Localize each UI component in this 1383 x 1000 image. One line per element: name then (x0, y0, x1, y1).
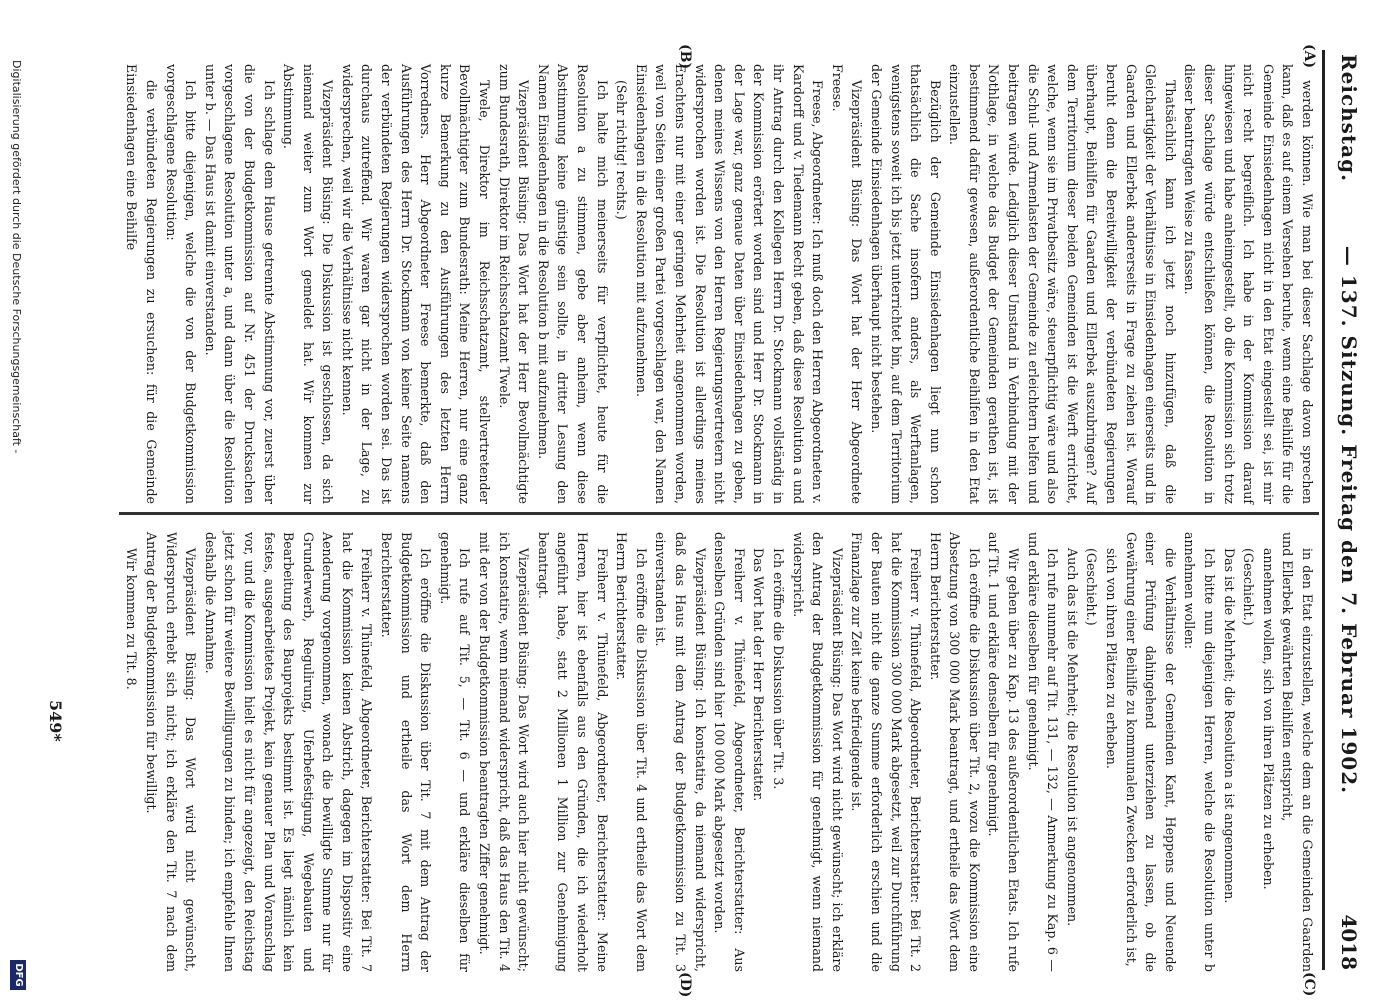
page-number: 4018 (1337, 914, 1361, 970)
digitization-note: Digitalisierung gefördert durch die Deutsche Forschungsgemeinschaft - (10, 60, 23, 454)
margin-marker-d: (D) (677, 972, 693, 998)
paragraph: Ich rufe nunmehr auf Tit. 131, — 132, — Anmerkung zu Kap. 6 — und erkläre dieselben für genehmigt. (1025, 532, 1061, 972)
paragraph: Twele, Direktor im Reichsschatzamt, stellvertretender Bevollmächtigter zum Bundesrath: Meine Herren, nur eine ganz kurze Bemerkung zu den Ausführungen des letzten Herrn Vorredners. Herr Abgeordneter Freese bemerkte, daß den Ausführungen des Herrn Dr. Stockmann von keiner Seite namens der verbündeten Regierungen widersprochen worden sei. Das ist durchaus zutreffend. Wir waren gar nicht in der Lage, zu widersprechen, weil wir die Verhältnisse nicht kennen. (339, 64, 493, 504)
header-left: Reichstag. (1337, 54, 1361, 183)
paragraph: Ich bitte nun diejenigen Herren, welche die Resolution unter b annehmen wollen: (1182, 532, 1218, 972)
paragraph: Ich eröffne die Diskussion über Tit. 3. (770, 548, 786, 790)
paragraph: Wir gehen über zu Kap. 13 des außerordentlichen Etats. Ich rufe auf Tit. 1 und erkläre denselben für genehmigt. (986, 532, 1022, 972)
paragraph: sich von ihren Plätzen zu erheben. (1104, 548, 1120, 769)
sheet-number: 549* (46, 700, 65, 742)
paragraph: Vizepräsident Büsing: Das Wort wird nicht gewünscht, Widerspruch erhebt sich nicht; ich erkläre den Tit. 7 nach dem Antrag der Budgetkommission für bewilligt. (143, 532, 199, 972)
paragraph: Freiherr v. Thünefeld, Abgeordneter, Berichterstatter: Bei Tit. 2 hat die Kommission 300 000 Mark abgesetzt, weil zur Durchführung der Bauten nicht die ganze Summe erforderlich erschien und die Finanzlage zur Zeit keine befriedigende ist. (849, 532, 924, 972)
paragraph: Ich schlage dem Hause getrennte Abstimmung vor, zuerst über die von der Budgetkommission auf Nr. 451 der Drucksachen vorgeschlagene Resolution unter a, und dann über die Resolution unter b. — Das Haus ist damit einverstanden. (202, 64, 277, 504)
column-divider (119, 512, 1319, 515)
paragraph: Das Wort hat der Herr Berichterstatter. (751, 548, 767, 802)
paragraph: Freiherr v. Thünefeld, Abgeordneter, Berichterstatter: Bei Tit. 7 hat die Kommission keinen Abstrich, dagegen im Dispositiv eine Aenderung vorgenommen, wonach die bewilligte Summe nur für Grunderwerb, Regulirung, Uferbefestigung, Wegebauten und Bearbeitung des Bauprojekts bestimmt ist. Es liegt nämlich kein festes, ausgearbeitetes Projekt, kein genauer Plan und Voranschlag vor, und die Kommission hielt es nicht für angezeigt, den Reichstag jetzt schon für weitere Bewilligungen zu binden; ich empfehle Ihnen deshalb die Annahme. (202, 532, 375, 972)
paragraph: Ich eröffne die Diskussion über Tit. 4 und ertheile das Wort dem Herrn Berichterstatter. (614, 532, 649, 972)
paragraph: die Verhältnisse der Gemeinden Kant, Heppens und Neuende einer Prüfung dahingehend unterziehen zu lassen, ob die Gewährung einer Beihilfe zu kommunalen Zwecken erforderlich ist, (1123, 532, 1178, 972)
paragraph: Ich halte mich meinerseits für verpflichtet, heute für die Resolution a zu stimmen, gebe aber anheim, wenn diese Abstimmung keine günstige sein sollte, in dritter Lesung den Namen Einsiedenhagen in die Resolution b mit aufzunehmen. (535, 64, 610, 504)
dfg-logo: DFG (10, 960, 26, 990)
paragraph: annehmen wollen, sich von ihren Plätzen zu erheben. (1260, 548, 1276, 890)
paragraph: Ich eröffne die Diskussion über Tit. 2, wozu die Kommission eine Absetzung von 300 000 Mark beantragt, und ertheile das Wort dem Herrn Berichterstatter. (927, 532, 982, 972)
paragraph: Auch das ist die Mehrheit; die Resolution ist angenommen. (1064, 548, 1080, 927)
paragraph: Vizepräsident Büsing: Das Wort wird nicht gewünscht; ich erkläre den Antrag der Budgetkommission für genehmigt, wenn niemand widerspricht. (790, 532, 845, 972)
header-rule (1322, 50, 1325, 970)
paragraph: Ich rufe auf Tit. 5, — Tit. 6 — und erkläre dieselben für genehmigt. (437, 532, 473, 972)
running-header (1323, 40, 1383, 970)
paragraph: die verbündeten Regierungen zu ersuchen: für die Gemeinde Einsiedenhagen eine Beihilfe (124, 64, 159, 504)
paragraph: Vizepräsident Büsing: Ich konstatire, da niemand widerspricht, daß das Haus mit dem Antrag der Budgetkommission zu Tit. 3 einverstanden ist. (653, 532, 708, 972)
paragraph: in den Etat einzustellen, welche dem an die Gemeinden Gaarden und Ellerbek gewährten Beihilfen entspricht, (1280, 532, 1315, 972)
paragraph: (Sehr richtig! rechts.) (614, 80, 630, 220)
margin-marker-b: (B) (677, 44, 693, 70)
margin-marker-a: (A) (1301, 44, 1317, 69)
paragraph: Ich bitte diejenigen, welche die von der Budgetkommission vorgeschlagene Resolution: (163, 64, 199, 504)
paragraph: Freiherr v. Thünefeld, Abgeordneter, Berichterstatter: Meine Herren, hier ist ebenfalls aus den Gründen, die ich wiederholt angeführt habe, statt 2 Millionen 1 Million zur Genehmigung beantragt. (535, 532, 610, 972)
paragraph: Freese, Abgeordneter: Ich muß doch den Herren Abgeordneten v. Kardorff und v. Tiedemann Recht geben, daß diese Resolution a und ihr Antrag durch den Kollegen Herrn Dr. Stockmann vollständig in der Kommission erörtert worden sind und Herr Dr. Stockmann in der Lage war, ganz genaue Daten über Einsiedenhagen zu geben, denen meines Wissens von den Herren Regierungsvertretern nicht widersprochen worden ist. Die Resolution ist allerdings meines Erachtens nur mit einer geringen Mehrheit angenommen worden, weil von Seiten einer großen Partei vorgeschlagen war, den Namen Einsiedenhagen in die Resolution mit aufzunehmen. (633, 64, 826, 504)
margin-marker-c: (C) (1301, 972, 1317, 997)
paragraph: Wir kommen zu Tit. 8. (124, 548, 140, 690)
right-column (122, 532, 1317, 972)
paragraph: Freiherr v. Thünefeld, Abgeordneter, Berichterstatter: Aus denselben Gründen sind hier 100 000 Mark abgesetzt worden. (712, 532, 747, 972)
paragraph: werden können. Wie man bei dieser Sachlage davon sprechen kann, daß es auf einem Versehen beruhe, wenn eine Beihilfe für die Gemeinde Einsiedenhagen nicht in den Etat eingestellt sei, ist mir nicht recht begreiflich. Ich habe in der Kommission darauf hingewiesen und habe anheimgestellt, ob die Kommission sich trotz dieser Sachlage würde entschließen können, die Resolution in dieser beantragten Weise zu fassen. (1182, 64, 1315, 504)
paragraph: Das ist die Mehrheit; die Resolution a ist angenommen. (1221, 548, 1237, 904)
paragraph: Vizepräsident Büsing: Das Wort hat der Herr Abgeordnete Freese. (829, 64, 865, 504)
paragraph: Vizepräsident Büsing: Das Wort hat der Herr Bevollmächtigte zum Bundesrath, Direktor im Reichsschatzamt Twele. (496, 64, 532, 504)
paragraph: (Geschieht.) (1241, 548, 1257, 626)
paragraph: Ich eröffne die Diskussion über Tit. 7 mit dem Antrag der Budgetkommission und ertheile das Wort dem Herrn Berichterstatter. (379, 532, 434, 972)
left-column (122, 64, 1317, 504)
paragraph: Bezüglich der Gemeinde Einsiedenhagen liegt nun schon thatsächlich die Sache insofern anders, als Werftanlagen, wenigstens soweit ich bis jetzt unterrichtet bin, auf dem Territorium der Gemeinde Einsiedenhagen überhaupt nicht bestehen. (868, 64, 943, 504)
paragraph: (Geschieht.) (1084, 548, 1100, 626)
header-center: — 137. Sitzung. Freitag den 7. Februar 1902. (1337, 245, 1361, 795)
paragraph: Vizepräsident Büsing: Das Wort wird auch hier nicht gewünscht; ich konstatire, wenn niemand widerspricht, daß das Haus den Tit. 4 mit der von der Budgetkommission beantragten Ziffer genehmigt. (477, 532, 532, 972)
paragraph: Thatsächlich kann ich jetzt noch hinzufügen, daß die Gleichartigkeit der Verhältnisse in Einsiedenhagen einerseits und in Gaarden und Ellerbek andererseits in Frage zu ziehen ist. Worauf beruht denn die Bereitwilligkeit der verbündeten Regierungen überhaupt, Beihilfen für Gaarden und Ellerbek auszubringen? Auf dem Territorium dieser beiden Gemeinden ist die Werft errichtet, welche, wenn sie im Privatbesitz wäre, steuerpflichtig wäre und also die Schul- und Armenlasten der Gemeinde zu erleichtern helfen und beitragen würde. Lediglich dieser Umstand in Verbindung mit der Nothlage, in welche das Budget der Gemeinden gerathen ist, ist bestimmend dafür gewesen, außerordentliche Beihilfen in den Etat einzustellen. (947, 64, 1178, 504)
paragraph: Vizepräsident Büsing: Die Diskussion ist geschlossen, da sich niemand weiter zum Wort gemeldet hat. Wir kommen zur Abstimmung. (281, 64, 336, 504)
